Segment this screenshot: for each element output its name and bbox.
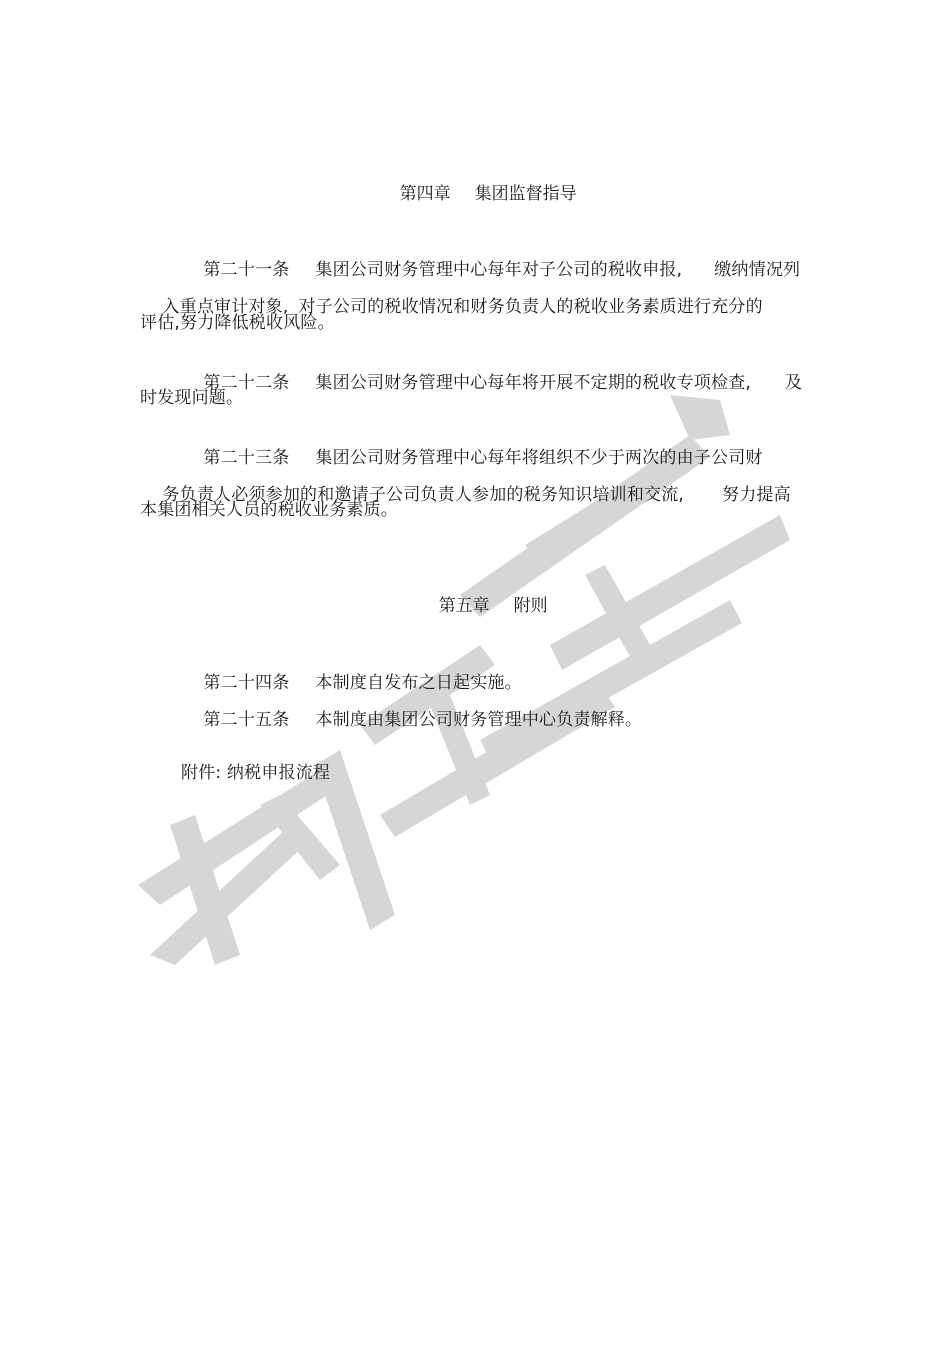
chapter5-title: 附则 [513,596,548,616]
attachment-line: 附件: 纳税申报流程 [181,763,331,783]
article21-text-1a: 集团公司财务管理中心每年对子公司的税收申报, [315,260,683,280]
article25-label: 第二十五条 [203,710,290,730]
article22-text-1b: 及 [785,373,803,393]
article21-text-1b: 缴纳情况列 [714,260,801,280]
article21-line3: 评估,努力降低税收风险。 [140,313,335,333]
chapter5-number: 第五章 [438,596,490,616]
article23-text-1: 集团公司财务管理中心每年将组织不少于两次的由子公司财 [315,448,763,468]
chapter4-number: 第四章 [399,184,451,204]
chapter5-heading [417,573,548,639]
article22-line1 [181,350,802,416]
article25-text: 本制度由集团公司财务管理中心负责解释。 [315,710,643,730]
article23-line3: 本集团相关人员的税收业务素质。 [140,500,398,520]
article25-line [181,687,642,753]
article23-label: 第二十三条 [203,448,290,468]
chapter4-heading [378,161,577,227]
article22-label: 第二十二条 [203,373,290,393]
article24-label: 第二十四条 [203,673,290,693]
article21-label: 第二十一条 [203,260,290,280]
chapter4-title: 集团监督指导 [474,184,577,204]
article23-text-2a: 务负责人必须参加的和邀请子公司负责人参加的税务知识培训和交流, [162,485,685,505]
article22-line2: 时发现问题。 [140,388,244,408]
article22-text-1a: 集团公司财务管理中心每年将开展不定期的税收专项检查, [315,373,752,393]
article21-text-2b: 对子公司的税收情况和财务负责人的税收业务素质进行充分的 [298,297,763,317]
article23-text-2b: 努力提高 [722,485,791,505]
article21-text-2a: 入重点审计对象, [162,297,289,317]
article24-text: 本制度自发布之日起实施。 [315,673,522,693]
